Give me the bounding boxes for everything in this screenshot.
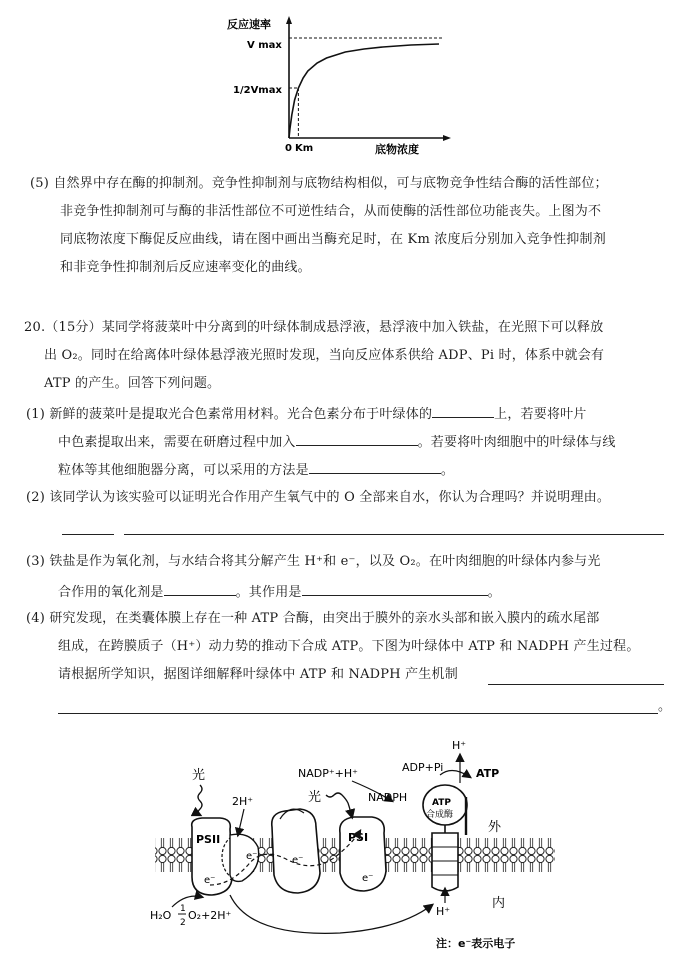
light-wave-1 <box>198 785 202 815</box>
thylakoid-diagram <box>140 735 560 960</box>
q20-part1-text-a: (1) 新鲜的菠菜叶是提取光合色素常用材料。光合色素分布于叶绿体的 <box>26 407 433 422</box>
water-label: H₂O <box>150 909 172 922</box>
q20-part1-text-c: 中色素提取出来，需要在研磨过程中加入 <box>58 435 296 450</box>
q19-5-line3: 同底物浓度下酶促反应曲线，请在图中画出当酶充足时，在 Km 浓度后分别加入竞争性抑制剂 <box>60 232 606 247</box>
q19-5-line1: (5) 自然界中存在酶的抑制剂。竞争性抑制剂与底物结构相似，可与底物竞争性结合酶的活性部位； <box>30 176 608 191</box>
one-half-numerator: 1 <box>180 904 186 914</box>
q20-intro-line1: 20.（15分）某同学将菠菜叶中分离到的叶绿体制成悬浮液，悬浮液中加入铁盐，在光照下可以释放 <box>24 320 604 335</box>
reaction-rate-curve <box>289 44 439 138</box>
cytochrome-complex <box>272 809 320 893</box>
y-tick-vmax: V max <box>247 40 282 51</box>
q20-part1-line2 <box>58 431 616 452</box>
q20-part2-question: (2) 该同学认为该实验可以证明光合作用产生氧气中的 O 全部来自水，你认为合理吗？并说明理由。 <box>26 490 611 505</box>
q20-part4-text-c: 请根据所学知识，据图详细解释叶绿体中 ATP 和 NADPH 产生机制 <box>58 667 458 682</box>
atp-synthase-label-2: 合成酶 <box>426 810 454 820</box>
q20-intro-line3: ATP 的产生。回答下列问题。 <box>44 376 221 391</box>
x-tick-km: Km <box>295 143 314 154</box>
y-axis-arrow <box>286 16 292 24</box>
answer-line-part2-a[interactable] <box>62 533 114 535</box>
q20-part3-line2 <box>58 581 501 602</box>
q20-part1-text-b: 上，若要将叶片 <box>494 407 587 422</box>
q19-5-line2: 非竞争性抑制剂可与酶的非活性部位不可逆性结合，从而使酶的活性部位功能丧失。上图为不 <box>60 204 602 219</box>
inside-label: 内 <box>492 896 506 911</box>
q20-part3-line1: (3) 铁盐是作为氧化剂，与水结合将其分解产生 H⁺和 e⁻，以及 O₂。在叶肉细胞的叶绿体内参与光 <box>26 554 601 569</box>
atp-label: ATP <box>476 767 500 780</box>
answer-blank-pigment-location[interactable] <box>432 403 494 418</box>
light-label-2: 光 <box>308 790 322 805</box>
q20-part1-line1 <box>26 403 587 424</box>
answer-blank-extraction-reagent[interactable] <box>296 431 418 446</box>
q20-part3-text-d: 。 <box>487 585 501 600</box>
enzyme-kinetics-chart <box>225 10 455 160</box>
q19-5-line4: 和非竞争性抑制剂后反应速率变化的曲线。 <box>60 260 311 275</box>
q20-part4-line1: (4) 研究发现，在类囊体膜上存在一种 ATP 合酶，由突出于膜外的亲水头部和嵌入膜内的疏水尾部 <box>26 611 600 626</box>
adp-pi-label: ADP+Pi <box>402 761 444 774</box>
outside-label: 外 <box>488 820 502 835</box>
h-plus-arrow-to-psii <box>238 809 244 835</box>
psii-label: PSII <box>196 833 221 846</box>
h-plus-top-label: H⁺ <box>452 739 467 752</box>
q20-part1-text-e: 粒体等其他细胞器分离，可以采用的方法是 <box>58 463 309 478</box>
one-half-denominator: 2 <box>180 918 186 928</box>
x-tick-origin: 0 <box>285 143 292 154</box>
atp-synthase-label-1: ATP <box>432 798 452 808</box>
psi-label: PSI <box>348 831 369 844</box>
answer-line-part4-a[interactable] <box>488 683 664 685</box>
y-tick-half-vmax: 1/2Vmax <box>233 85 282 96</box>
electron-label-3: e⁻ <box>292 855 304 866</box>
oxygen-label: O₂+2H⁺ <box>188 909 232 922</box>
h-plus-inside-label: H⁺ <box>436 905 451 918</box>
q20-part3-text-b: 合作用的氧化剂是 <box>58 585 164 600</box>
x-axis-arrow <box>443 135 451 141</box>
q20-part1-text-f: 。 <box>440 463 455 478</box>
electron-label-1: e⁻ <box>204 875 216 886</box>
light-wave-2 <box>326 793 352 817</box>
q20-part1-text-d: 。若要将叶肉细胞中的叶绿体与线 <box>417 435 616 450</box>
electron-label-4: e⁻ <box>362 873 374 884</box>
q20-part4-end: 。 <box>658 699 672 714</box>
y-axis-label: 反应速率 <box>227 18 271 31</box>
q20-part3-text-c: 。其作用是 <box>235 585 302 600</box>
q20-part4-line2: 组成，在跨膜质子（H⁺）动力势的推动下合成 ATP。下图为叶绿体中 ATP 和 NADPH 产生过程。 <box>58 639 640 654</box>
atp-synthase-stalk <box>432 833 458 891</box>
electron-label-2: e⁻ <box>246 851 258 862</box>
answer-line-part4-b[interactable] <box>58 712 658 714</box>
answer-blank-separation-method[interactable] <box>309 459 441 474</box>
h-plus-outside-label: 2H⁺ <box>232 795 254 808</box>
light-label-1: 光 <box>192 768 206 783</box>
proton-flow-arrow <box>230 895 432 933</box>
answer-line-part2-b[interactable] <box>124 533 664 535</box>
nadp-label: NADP⁺+H⁺ <box>298 767 358 780</box>
q20-part1-line3 <box>58 459 454 480</box>
diagram-note: 注：e⁻表示电子 <box>436 937 516 950</box>
x-axis-label: 底物浓度 <box>375 143 419 156</box>
adp-to-atp-arrow <box>440 770 470 777</box>
water-split-arrow <box>172 896 202 907</box>
nadph-label: NADPH <box>368 791 408 804</box>
q20-intro-line2: 出 O₂。同时在给离体叶绿体悬浮液光照时发现，当向反应体系供给 ADP、Pi 时，体系中就会有 <box>44 348 605 363</box>
answer-blank-oxidant[interactable] <box>164 581 236 596</box>
q20-part4-line3 <box>58 666 458 684</box>
answer-blank-oxidant-function[interactable] <box>302 581 488 596</box>
